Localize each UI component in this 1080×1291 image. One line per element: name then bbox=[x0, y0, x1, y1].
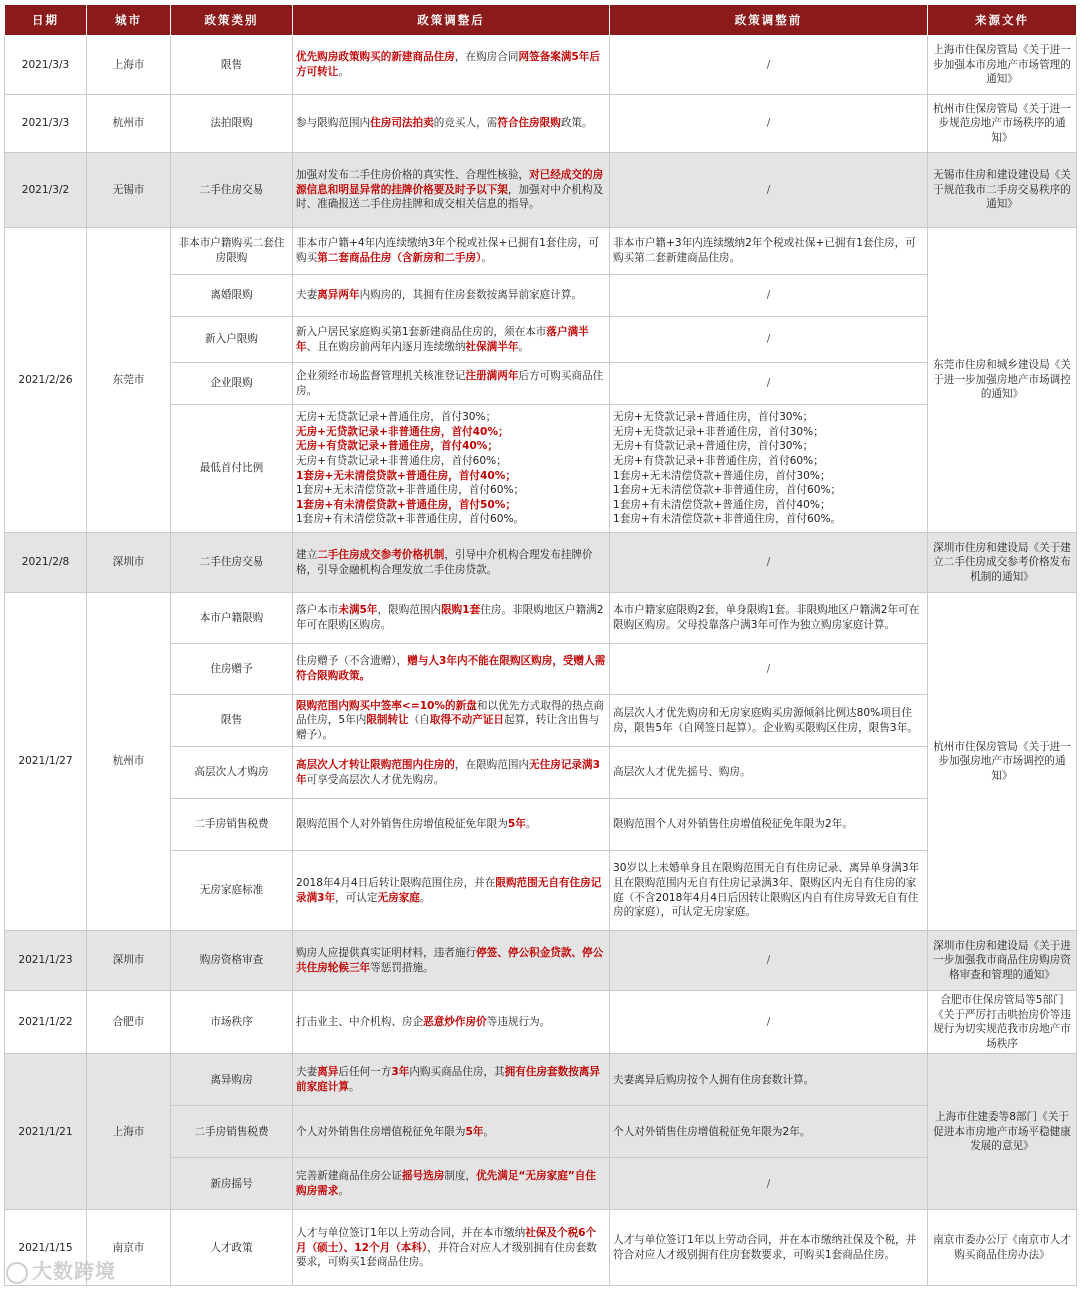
body-text: 夫妻 bbox=[296, 289, 318, 302]
highlight-text: 注册满两年 bbox=[465, 369, 519, 382]
text-line: 1套房+有未清偿贷款+非普通住房，首付60%。 bbox=[613, 513, 842, 526]
highlight-text: 符合住房限购 bbox=[497, 117, 561, 130]
before-cell: 非本市户籍+3年内连续缴纳2年个税或社保+已拥有1套住房，可购买第二套新建商品住房。 bbox=[610, 228, 928, 275]
text-line bbox=[296, 410, 606, 425]
before-cell: / bbox=[610, 931, 928, 991]
highlight-text: 高层次人才转让限购范围内住房的 bbox=[296, 758, 455, 771]
after-cell bbox=[293, 317, 610, 363]
city-cell: 无锡市 bbox=[87, 153, 171, 228]
category-cell: 二手房销售税费 bbox=[171, 1106, 293, 1158]
before-cell: / bbox=[610, 317, 928, 363]
text-line: 1套房+无未清偿贷款+非普通住房，首付60%； bbox=[613, 484, 842, 497]
after-cell bbox=[293, 1210, 610, 1286]
header-date: 日期 bbox=[5, 5, 87, 36]
before-cell: 本市户籍家庭限购2套，单身限购1套。非限购地区户籍满2年可在限购区购房。父母投靠落户满3年可作为独立购房家庭计算。 bbox=[610, 593, 928, 644]
category-cell: 限售 bbox=[171, 695, 293, 747]
body-text: 。 bbox=[419, 891, 431, 904]
city-cell: 杭州市 bbox=[87, 593, 171, 931]
table-row bbox=[5, 1210, 1077, 1286]
watermark-text: 大数跨境 bbox=[32, 1259, 116, 1283]
category-cell: 二手住房交易 bbox=[171, 533, 293, 593]
header-source: 来源文件 bbox=[928, 5, 1077, 36]
header-category: 政策类别 bbox=[171, 5, 293, 36]
highlight-text: 取得不动产证日 bbox=[429, 714, 505, 727]
before-cell: / bbox=[610, 533, 928, 593]
highlight-text: 对已经成交的房源信息和明显异常的挂牌价格要及时予以下架 bbox=[296, 169, 604, 196]
body-text: 、且在购房前两年内逐月连续缴纳 bbox=[306, 340, 466, 353]
body-text: 政策。 bbox=[560, 117, 593, 130]
body-text: 等违规行为。 bbox=[486, 1015, 551, 1028]
body-text: 限购范围个人对外销售住房增值税征免年限为 bbox=[296, 818, 508, 831]
body-text: 。 bbox=[525, 818, 537, 831]
header-after: 政策调整后 bbox=[293, 5, 610, 36]
before-cell: 人才与单位签订1年以上劳动合同，并在本市缴纳社保及个税，并符合对应人才级别拥有住房套数要求，可购买1套商品住房。 bbox=[610, 1210, 928, 1286]
after-cell bbox=[293, 533, 610, 593]
body-text: 。 bbox=[518, 340, 530, 353]
body-text: 无房+无贷款记录+普通住房，首付30%； bbox=[296, 411, 497, 424]
body-text: 1套房+有未清偿贷款+非普通住房，首付60%。 bbox=[296, 513, 525, 526]
date-cell: 2021/2/26 bbox=[5, 228, 87, 533]
body-text: 后方可购买商品住房。 bbox=[296, 369, 604, 397]
table-row bbox=[5, 931, 1077, 991]
highlight-text: 摇号选房 bbox=[401, 1170, 445, 1183]
highlight-text: 1套房+无未清偿贷款+普通住房，首付40%； bbox=[296, 469, 516, 482]
category-cell: 限售 bbox=[171, 36, 293, 95]
city-cell: 上海市 bbox=[87, 1054, 171, 1210]
before-cell: / bbox=[610, 991, 928, 1054]
text-line: 无房+无贷款记录+非普通住房，首付30%； bbox=[613, 425, 824, 438]
date-cell: 2021/3/3 bbox=[5, 36, 87, 95]
source-cell: 上海市住保房管局《关于进一步加强本市房地产市场管理的通知》 bbox=[928, 36, 1077, 95]
body-text: （自 bbox=[408, 714, 430, 727]
body-text: ，在限购范围内 bbox=[454, 758, 530, 771]
source-cell: 深圳市住房和建设局《关于建立二手住房成交参考价格发布机制的通知》 bbox=[928, 533, 1077, 593]
text-line bbox=[296, 439, 606, 454]
category-cell: 法拍限购 bbox=[171, 95, 293, 153]
category-cell: 离异购房 bbox=[171, 1054, 293, 1106]
source-cell: 合肥市住保房管局等5部门《关于严厉打击哄抬房价等违规行为切实规范我市房地产市场秩序 bbox=[928, 991, 1077, 1054]
after-cell bbox=[293, 931, 610, 991]
table-row bbox=[5, 95, 1077, 153]
body-text: ，并符合对应人才级别拥有住房套数要求，可购买1套商品住房。 bbox=[296, 1241, 597, 1269]
body-text: ，在购房合同 bbox=[454, 51, 519, 64]
date-cell: 2021/3/2 bbox=[5, 153, 87, 228]
before-cell: / bbox=[610, 36, 928, 95]
body-text: 。 bbox=[338, 1184, 349, 1197]
body-text: ，加强对中介机构及时、准确报送二手住房挂牌和成交相关信息的指导。 bbox=[296, 183, 604, 211]
body-text: 等惩罚措施。 bbox=[370, 961, 434, 974]
after-cell bbox=[293, 747, 610, 799]
body-text: 企业须经市场监督管理机关核准登记 bbox=[296, 369, 466, 382]
body-text: 新入户居民家庭购买第1套新建商品住房的，须在本市 bbox=[296, 325, 547, 338]
after-cell bbox=[293, 991, 610, 1054]
date-cell: 2021/3/3 bbox=[5, 95, 87, 153]
text-line: 无房+有贷款记录+非普通住房，首付60%； bbox=[613, 454, 824, 467]
highlight-text: 限购范围无自有住房记录满3年 bbox=[296, 876, 602, 904]
table-row bbox=[5, 991, 1077, 1054]
after-cell bbox=[293, 95, 610, 153]
category-cell: 新入户限购 bbox=[171, 317, 293, 363]
body-text: 完善新建商品住房公证 bbox=[296, 1170, 402, 1183]
before-cell: / bbox=[610, 153, 928, 228]
highlight-text: 优先满足“无房家庭”自住购房需求 bbox=[296, 1170, 596, 1197]
text-line: 1套房+无未清偿贷款+普通住房，首付30%； bbox=[613, 469, 831, 482]
highlight-text: 无房家庭 bbox=[377, 891, 420, 904]
highlight-text: 1套房+有未清偿贷款+普通住房，首付50%； bbox=[296, 498, 516, 511]
after-cell bbox=[293, 153, 610, 228]
before-cell: / bbox=[610, 95, 928, 153]
before-cell: / bbox=[610, 275, 928, 317]
body-text: 参与限购范围内 bbox=[296, 117, 371, 130]
body-text: 落户本市 bbox=[296, 604, 339, 617]
city-cell: 南京市 bbox=[87, 1210, 171, 1286]
body-text: 住房赠予（不含遗赠）， bbox=[296, 655, 408, 668]
before-cell: 30岁以上未婚单身且在限购范围无自有住房记录、离异单身满3年且在限购范围内无自有住房记录满3年、限购区内无自有住房的家庭（不含2018年4月4日后因转让限购区内自有住房导致无自有住房的家庭），可认定无房家庭。 bbox=[610, 851, 928, 931]
body-text: 内购买商品住房，其 bbox=[409, 1066, 505, 1079]
before-cell: 高层次人才优先摇号、购房。 bbox=[610, 747, 928, 799]
highlight-text: 赠与人3年内不能在限购区购房，受赠人需符合限购政策。 bbox=[296, 655, 606, 682]
watermark bbox=[6, 1255, 116, 1284]
highlight-text: 网签备案满5年后方可转让 bbox=[296, 51, 600, 78]
before-cell: 高层次人才优先购房和无房家庭购买房源倾斜比例达80%项目住房，限售5年（自网签日起算）。企业购买限购区住房，限售3年。 bbox=[610, 695, 928, 747]
category-cell: 购房资格审查 bbox=[171, 931, 293, 991]
highlight-text: 限制转让 bbox=[366, 714, 409, 727]
text-line bbox=[296, 425, 606, 440]
highlight-text: 3年 bbox=[391, 1066, 410, 1079]
source-cell: 无锡市住房和建设建设局《关于规范我市二手房交易秩序的通知》 bbox=[928, 153, 1077, 228]
before-cell: / bbox=[610, 644, 928, 695]
body-text: 。 bbox=[338, 66, 349, 78]
text-line bbox=[296, 512, 606, 527]
after-cell bbox=[293, 1106, 610, 1158]
highlight-text: 恶意炒作房价 bbox=[423, 1015, 487, 1028]
city-cell: 合肥市 bbox=[87, 991, 171, 1054]
body-text: 起算，转让含出售与赠予）。 bbox=[296, 714, 600, 741]
text-line bbox=[296, 483, 606, 498]
date-cell: 2021/2/8 bbox=[5, 533, 87, 593]
category-cell: 市场秩序 bbox=[171, 991, 293, 1054]
table-row bbox=[5, 153, 1077, 228]
text-line bbox=[296, 469, 606, 484]
body-text: 住房。非限购地区户籍满2年可在限购区购房。 bbox=[296, 604, 604, 631]
text-line: 无房+无贷款记录+普通住房，首付30%； bbox=[613, 411, 814, 424]
highlight-text: 离异 bbox=[317, 1066, 339, 1079]
table-header-row bbox=[5, 5, 1077, 36]
body-text: 打击业主、中介机构、房企 bbox=[296, 1015, 424, 1028]
category-cell: 非本市户籍购买二套住房限购 bbox=[171, 228, 293, 275]
after-cell bbox=[293, 275, 610, 317]
highlight-text: 限购1套 bbox=[441, 604, 481, 617]
city-cell: 深圳市 bbox=[87, 533, 171, 593]
body-text: 制度， bbox=[444, 1170, 477, 1183]
city-cell: 上海市 bbox=[87, 36, 171, 95]
date-cell: 2021/1/23 bbox=[5, 931, 87, 991]
table-row bbox=[5, 533, 1077, 593]
before-cell: 限购范围个人对外销售住房增值税征免年限为2年。 bbox=[610, 799, 928, 851]
highlight-text: 优先购房政策购买的新建商品住房 bbox=[296, 51, 455, 64]
highlight-text: 无住房记录满3年 bbox=[296, 758, 600, 786]
category-cell: 无房家庭标准 bbox=[171, 851, 293, 931]
highlight-text: 拥有住房套数按离异前家庭计算 bbox=[296, 1066, 600, 1093]
body-text: 非本市户籍+4年内连续缴纳3年个税或社保+已拥有1套住房，可购买 bbox=[296, 237, 599, 264]
city-cell: 深圳市 bbox=[87, 931, 171, 991]
body-text: 建立 bbox=[296, 548, 318, 561]
date-cell: 2021/1/21 bbox=[5, 1054, 87, 1210]
body-text: 的竞买人，需 bbox=[433, 117, 498, 130]
highlight-text: 停签、停公积金贷款、停公共住房轮候三年 bbox=[296, 946, 604, 974]
category-cell: 人才政策 bbox=[171, 1210, 293, 1286]
highlight-text: 社保及个税6个月（硕士）、12个月（本科） bbox=[296, 1226, 597, 1254]
after-cell bbox=[293, 644, 610, 695]
before-cell bbox=[610, 405, 928, 533]
body-text: 无房+有贷款记录+非普通住房，首付60%； bbox=[296, 454, 507, 467]
category-cell: 本市户籍限购 bbox=[171, 593, 293, 644]
city-cell: 杭州市 bbox=[87, 95, 171, 153]
category-cell: 二手住房交易 bbox=[171, 153, 293, 228]
highlight-text: 无房+无贷款记录+非普通住房，首付40%； bbox=[296, 425, 509, 438]
body-text: 。 bbox=[481, 252, 492, 264]
category-cell: 新房摇号 bbox=[171, 1158, 293, 1210]
policy-table bbox=[4, 4, 1077, 1286]
body-text: 个人对外销售住房增值税征免年限为 bbox=[296, 1125, 466, 1138]
body-text: 后任何一方 bbox=[338, 1066, 392, 1079]
body-text: 1套房+无未清偿贷款+非普通住房，首付60%； bbox=[296, 484, 525, 497]
highlight-text: 社保满半年 bbox=[465, 340, 519, 353]
after-cell bbox=[293, 593, 610, 644]
after-cell bbox=[293, 695, 610, 747]
highlight-text: 第二套商品住房（含新房和二手房） bbox=[317, 252, 482, 264]
body-text: 夫妻 bbox=[296, 1066, 318, 1079]
category-cell: 二手房销售税费 bbox=[171, 799, 293, 851]
source-cell: 杭州市住保房管局《关于进一步加强房地产市场调控的通知》 bbox=[928, 593, 1077, 931]
body-text: ，限购范围内 bbox=[377, 604, 442, 617]
date-cell: 2021/1/22 bbox=[5, 991, 87, 1054]
body-text: 人才与单位签订1年以上劳动合同，并在本市缴纳 bbox=[296, 1226, 526, 1239]
highlight-text: 未满5年 bbox=[338, 604, 378, 617]
text-line bbox=[296, 498, 606, 513]
after-cell bbox=[293, 363, 610, 405]
text-line: 1套房+有未清偿贷款+普通住房，首付40%； bbox=[613, 498, 831, 511]
text-line bbox=[296, 454, 606, 469]
highlight-text: 二手住房成交参考价格机制 bbox=[317, 548, 445, 561]
after-cell bbox=[293, 1158, 610, 1210]
city-cell: 东莞市 bbox=[87, 228, 171, 533]
header-before: 政策调整前 bbox=[610, 5, 928, 36]
header-city: 城市 bbox=[87, 5, 171, 36]
after-cell bbox=[293, 799, 610, 851]
body-text: 。 bbox=[483, 1125, 495, 1138]
watermark-logo-icon bbox=[6, 1262, 28, 1284]
after-cell bbox=[293, 36, 610, 95]
table-row bbox=[5, 593, 1077, 644]
highlight-text: 住房司法拍卖 bbox=[370, 117, 434, 130]
category-cell: 离婚限购 bbox=[171, 275, 293, 317]
date-cell: 2021/1/15 bbox=[5, 1210, 87, 1286]
body-text: 可享受高层次人才优先购房。 bbox=[306, 773, 445, 786]
highlight-text: 离异两年 bbox=[317, 289, 360, 302]
body-text: 和以优先方式取得的热点商品住房，5年内 bbox=[296, 699, 604, 727]
before-cell: 个人对外销售住房增值税征免年限为2年。 bbox=[610, 1106, 928, 1158]
highlight-text: 5年 bbox=[507, 818, 526, 831]
before-cell: / bbox=[610, 1158, 928, 1210]
highlight-text: 限购范围内购买中签率<=10%的新盘 bbox=[296, 699, 477, 712]
category-cell: 企业限购 bbox=[171, 363, 293, 405]
before-cell: / bbox=[610, 363, 928, 405]
category-cell: 住房赠予 bbox=[171, 644, 293, 695]
body-text: ，引导中介机构合理发布挂牌价格，引导金融机构合理发放二手住房贷款。 bbox=[296, 548, 593, 576]
before-cell: 夫妻离异后购房按个人拥有住房套数计算。 bbox=[610, 1054, 928, 1106]
date-cell: 2021/1/27 bbox=[5, 593, 87, 931]
highlight-text: 落户满半年 bbox=[296, 325, 589, 353]
body-text: 加强对发布二手住房价格的真实性、合理性核验， bbox=[296, 169, 530, 182]
source-cell: 东莞市住房和城乡建设局《关于进一步加强房地产市场调控的通知》 bbox=[928, 228, 1077, 533]
category-cell: 高层次人才购房 bbox=[171, 747, 293, 799]
table-row bbox=[5, 1054, 1077, 1106]
after-cell bbox=[293, 1054, 610, 1106]
table-row bbox=[5, 36, 1077, 95]
table-row bbox=[5, 228, 1077, 275]
after-cell bbox=[293, 228, 610, 275]
highlight-text: 无房+有贷款记录+普通住房，首付40%； bbox=[296, 440, 499, 453]
body-text: 购房人应提供真实证明材料，违者施行 bbox=[296, 946, 477, 959]
body-text: ，可认定 bbox=[335, 891, 378, 904]
source-cell: 南京市委办公厅《南京市人才购买商品住房办法》 bbox=[928, 1210, 1077, 1286]
after-cell bbox=[293, 851, 610, 931]
source-cell: 杭州市住保房管局《关于进一步规范房地产市场秩序的通知》 bbox=[928, 95, 1077, 153]
body-text: 2018年4月4日后转让限购范围住房，并在 bbox=[296, 876, 496, 889]
source-cell: 深圳市住房和建设局《关于进一步加强我市商品住房购房资格审查和管理的通知》 bbox=[928, 931, 1077, 991]
highlight-text: 5年 bbox=[465, 1125, 484, 1138]
body-text: 内购房的，其拥有住房套数按离异前家庭计算。 bbox=[359, 289, 583, 302]
text-line: 无房+有贷款记录+普通住房，首付30%； bbox=[613, 440, 814, 453]
body-text: 。 bbox=[348, 1080, 360, 1093]
source-cell: 上海市住建委等8部门《关于促进本市房地产市场平稳健康发展的意见》 bbox=[928, 1054, 1077, 1210]
category-cell: 最低首付比例 bbox=[171, 405, 293, 533]
after-cell bbox=[293, 405, 610, 533]
